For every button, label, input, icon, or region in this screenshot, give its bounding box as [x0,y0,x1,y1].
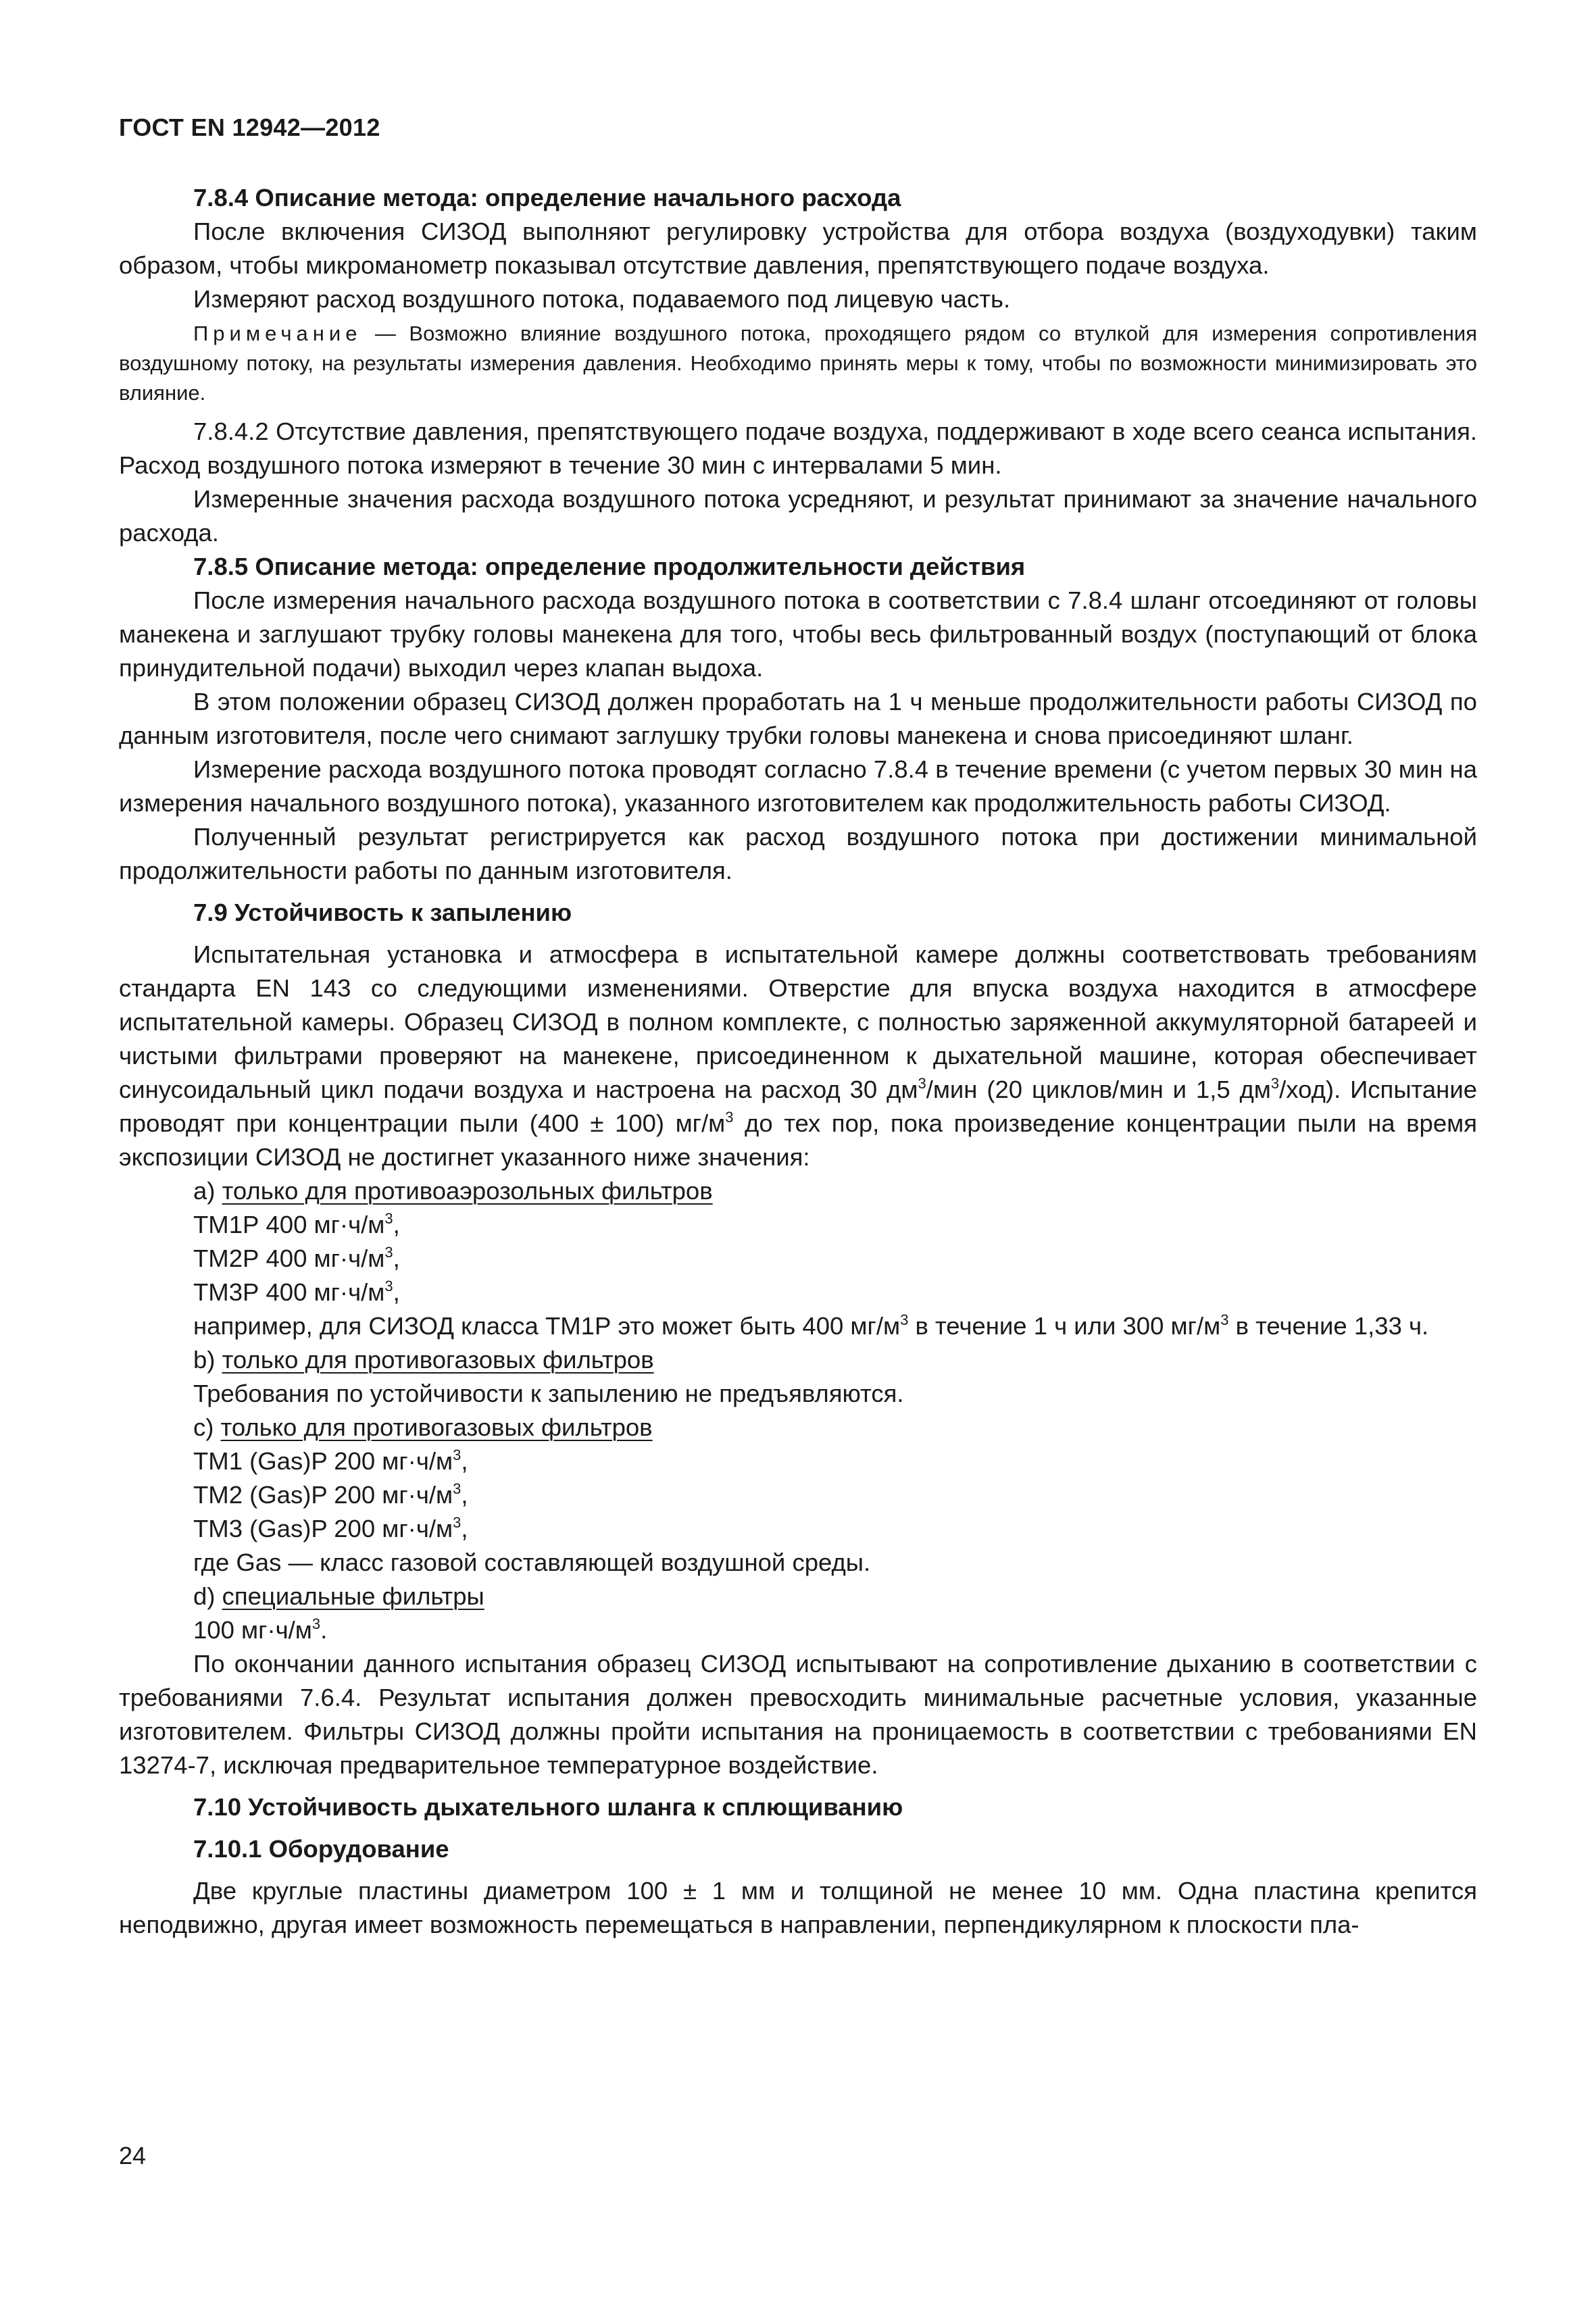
list-title: специальные фильтры [222,1582,484,1610]
paragraph: Измеряют расход воздушного потока, подаваемого под лицевую часть. [193,285,1011,313]
document-header: ГОСТ EN 12942—2012 [119,114,380,141]
text-run: до тех пор, пока произведение концентрации пыли на время экспозиции СИЗОД не достигнет указанного ниже значения: [119,1109,1477,1171]
paragraph [119,1309,1477,1343]
list-item-c [119,1411,1477,1444]
list-item-d [119,1580,1477,1613]
list-label: a) [193,1177,222,1205]
value-text: ТМ2Р 400 мг·ч/м [193,1244,385,1272]
list-value: ТМ1Р 400 $мг\cdot ч/м^3$, [193,1210,400,1238]
value-text: ТМ2 (Gas)P 200 мг·ч/м [193,1481,453,1509]
list-value: ТМ3 (Gas)P 200 $мг\cdot ч/м^3$, [193,1514,468,1542]
superscript: 3 [918,1075,926,1092]
list-label: c) [193,1413,221,1441]
paragraph: После измерения начального расхода воздушного потока в соответствии с 7.8.4 шланг отсоединяют от головы манекена и заглушают трубку головы манекена для того, чтобы весь фильтрованный воздух (поступающий от блока принудительной подачи) выходил через клапан выдоха. [119,586,1477,682]
list-value: 100 $мг\cdot ч/м^3$. [193,1615,328,1644]
value-text: ТМ1Р 400 мг·ч/м [193,1211,385,1238]
paragraph: В этом положении образец СИЗОД должен проработать на 1 ч меньше продолжительности работы СИЗОД по данным изготовителя, после чего снимают заглушку трубки головы манекена и снова присоединяют шланг. [119,688,1477,749]
section-7-10-1-title: 7.10.1 Оборудование [193,1835,449,1863]
note-label: Примечание [193,322,362,345]
paragraph: Измерение расхода воздушного потока проводят согласно 7.8.4 в течение времени (с учетом первых 30 мин на измерения начального воздушного потока), указанного изготовителем как продолжительность работы СИЗОД. [119,755,1477,817]
superscript: 3 [1220,1311,1229,1328]
paragraph: Полученный результат регистрируется как расход воздушного потока при достижении минимальной продолжительности работы по данным изготовителя. [119,823,1477,884]
section-7-9-title: 7.9 Устойчивость к запылению [193,899,572,926]
superscript: 3 [453,1480,462,1497]
list-title: только для противоаэрозольных фильтров [222,1177,713,1205]
text-run: /мин (20 циклов/мин и 1,5 дм [926,1076,1271,1103]
list-label: b) [193,1346,222,1374]
note [119,319,1477,408]
list-title: только для противогазовых фильтров [222,1346,654,1374]
list-value: ТМ3Р 400 $мг\cdot ч/м^3$, [193,1278,400,1306]
superscript: 3 [311,1615,321,1632]
note-text: — Возможно влияние воздушного потока, проходящего рядом со втулкой для измерения сопротивления воздушному потоку, на результаты измерения давления. Необходимо принять меры к тому, чтобы по возможности минимизировать это влияние. [119,322,1477,405]
list-value: ТМ1 (Gas)P 200 $мг\cdot ч/м^3$, [193,1447,468,1475]
paragraph [119,938,1477,1174]
text-run: /ход). Испытание проводят при концентрации пыли (400 ± 100) мг/м [119,1076,1478,1137]
page-content [119,114,1477,1942]
list-value: Требования по устойчивости к запылению не предъявляются. [193,1380,904,1407]
value-text: ТМ3 (Gas)P 200 мг·ч/м [193,1515,453,1542]
list-item-b [119,1343,1477,1377]
superscript: 3 [725,1109,734,1126]
text-run: например, для СИЗОД класса ТМ1Р это может быть 400 мг/м [193,1312,901,1340]
page-number: 24 [119,2142,147,2169]
superscript: 3 [453,1514,462,1531]
paragraph: После включения СИЗОД выполняют регулировку устройства для отбора воздуха (воздуходувки) таким образом, чтобы микроманометр показывал отсутствие давления, препятствующего подаче воздуха. [119,218,1477,279]
superscript: 3 [384,1278,393,1294]
superscript: 3 [900,1311,909,1328]
value-text: ТМ3Р 400 мг·ч/м [193,1278,385,1306]
list-title: только для противогазовых фильтров [220,1413,653,1441]
paragraph: Измеренные значения расхода воздушного потока усредняют, и результат принимают за значение начального расхода. [119,485,1477,547]
value-text: 100 мг·ч/м [193,1616,312,1644]
list-item-a [119,1174,1477,1208]
value-text: ТМ1 (Gas)P 200 мг·ч/м [193,1447,453,1475]
superscript: 3 [384,1210,393,1227]
list-label: d) [193,1582,222,1610]
section-7-8-4-title: 7.8.4 Описание метода: определение начального расхода [193,184,901,211]
section-7-8-5-title: 7.8.5 Описание метода: определение продолжительности действия [193,553,1026,580]
superscript: 3 [1270,1075,1280,1092]
list-value: ТМ2 (Gas)P 200 $мг\cdot ч/м^3$, [193,1480,468,1509]
list-value: ТМ2Р 400 $мг\cdot ч/м^3$, [193,1244,400,1272]
superscript: 3 [453,1447,462,1463]
text-run: в течение 1 ч или 300 мг/м [908,1312,1221,1340]
paragraph: Две круглые пластины диаметром 100 ± 1 мм и толщиной не менее 10 мм. Одна пластина крепится неподвижно, другая имеет возможность перемещаться в направлении, перпендикулярном к плоскости пла- [119,1877,1477,1938]
text-run: в течение 1,33 ч. [1228,1312,1429,1340]
text-run: Испытательная установка и атмосфера в испытательной камере должны соответствовать требованиям стандарта EN 143 со следующими изменениями. Отверстие для впуска воздуха находится в атмосфере испытательной камеры. Образец СИЗОД в полном комплекте, с полностью заряженной аккумуляторной батареей и чистыми фильтрами проверяют на манекене, присоединенном к дыхательной машине, которая обеспечивает синусоидальный цикл подачи воздуха и настроена на расход 30 дм [119,940,1477,1103]
paragraph: По окончании данного испытания образец СИЗОД испытывают на сопротивление дыханию в соответствии с требованиями 7.6.4. Результат испытания должен превосходить минимальные расчетные условия, указанные изготовителем. Фильтры СИЗОД должны пройти испытания на проницаемость в соответствии с требованиями EN 13274-7, исключая предварительное температурное воздействие. [119,1650,1477,1779]
section-7-10-title: 7.10 Устойчивость дыхательного шланга к сплющиванию [193,1793,903,1821]
list-value: где Gas — класс газовой составляющей воздушной среды. [193,1549,871,1576]
paragraph: 7.8.4.2 Отсутствие давления, препятствующего подаче воздуха, поддерживают в ходе всего сеанса испытания. Расход воздушного потока измеряют в течение 30 мин с интервалами 5 мин. [119,418,1477,479]
superscript: 3 [384,1244,393,1261]
